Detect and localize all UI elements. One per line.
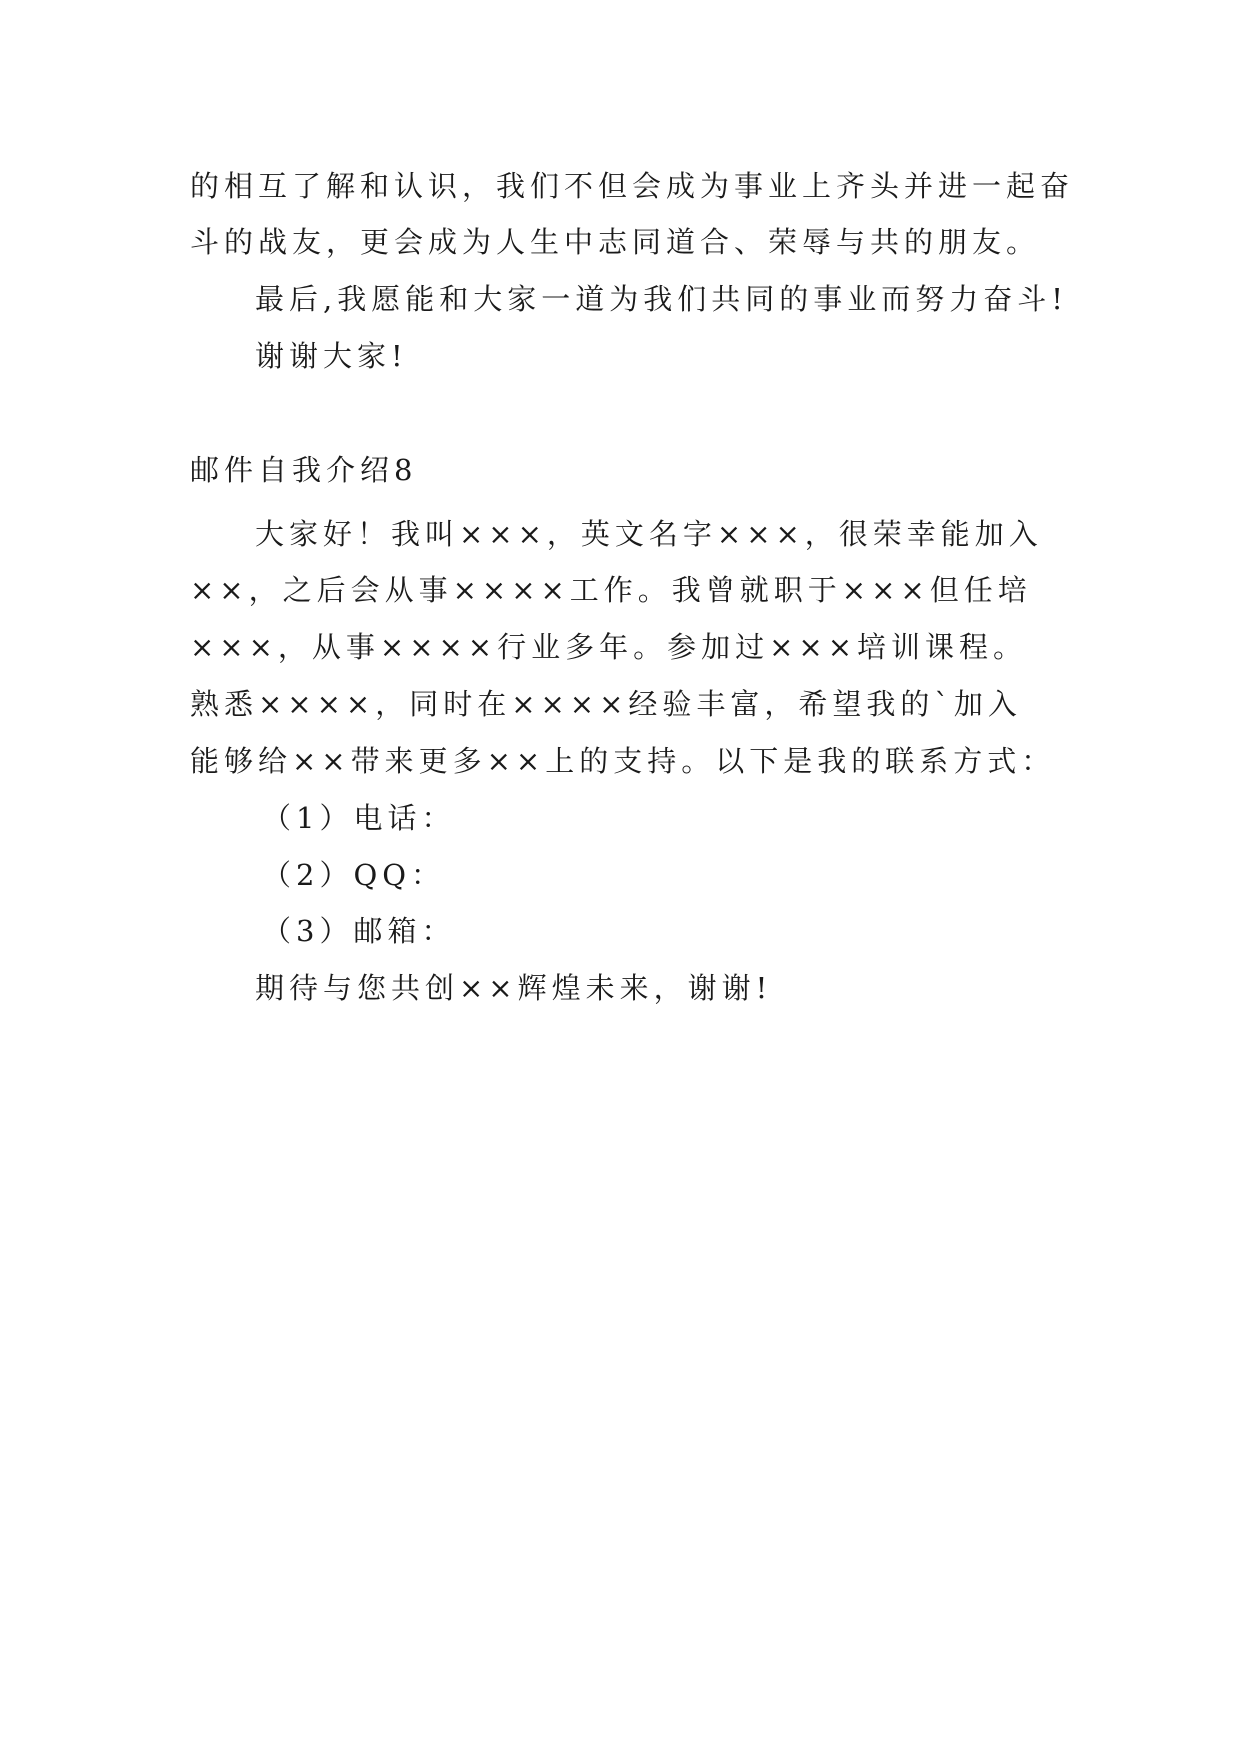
contact-qq: （2）QQ： [262,858,446,892]
closing-line: 期待与您共创××辉煌未来，谢谢! [255,971,773,1005]
contact-email: （3）邮箱： [262,914,456,948]
thanks-line: 谢谢大家! [255,339,408,373]
continuation-line-1: 的相互了解和认识，我们不但会成为事业上齐头并进一起奋 [190,169,1075,203]
paragraph-line-2: ××，之后会从事××××工作。我曾就职于×××但任培 [190,573,1032,607]
section-title: 邮件自我介绍8 [190,453,418,487]
continuation-line-2: 斗的战友，更会成为人生中志同道合、荣辱与共的朋友。 [190,225,1041,259]
closing-paragraph: 最后,我愿能和大家一道为我们共同的事业而努力奋斗! [255,282,1068,316]
contact-phone: （1）电话： [262,801,456,835]
paragraph-line-3: ×××，从事××××行业多年。参加过×××培训课程。 [190,630,1027,664]
paragraph-line-4: 熟悉××××，同时在××××经验丰富，希望我的`加入 [190,687,1022,721]
paragraph-line-1: 大家好！我叫×××，英文名字×××，很荣幸能加入 [255,517,1043,551]
paragraph-line-5: 能够给××带来更多××上的支持。以下是我的联系方式： [190,744,1056,778]
